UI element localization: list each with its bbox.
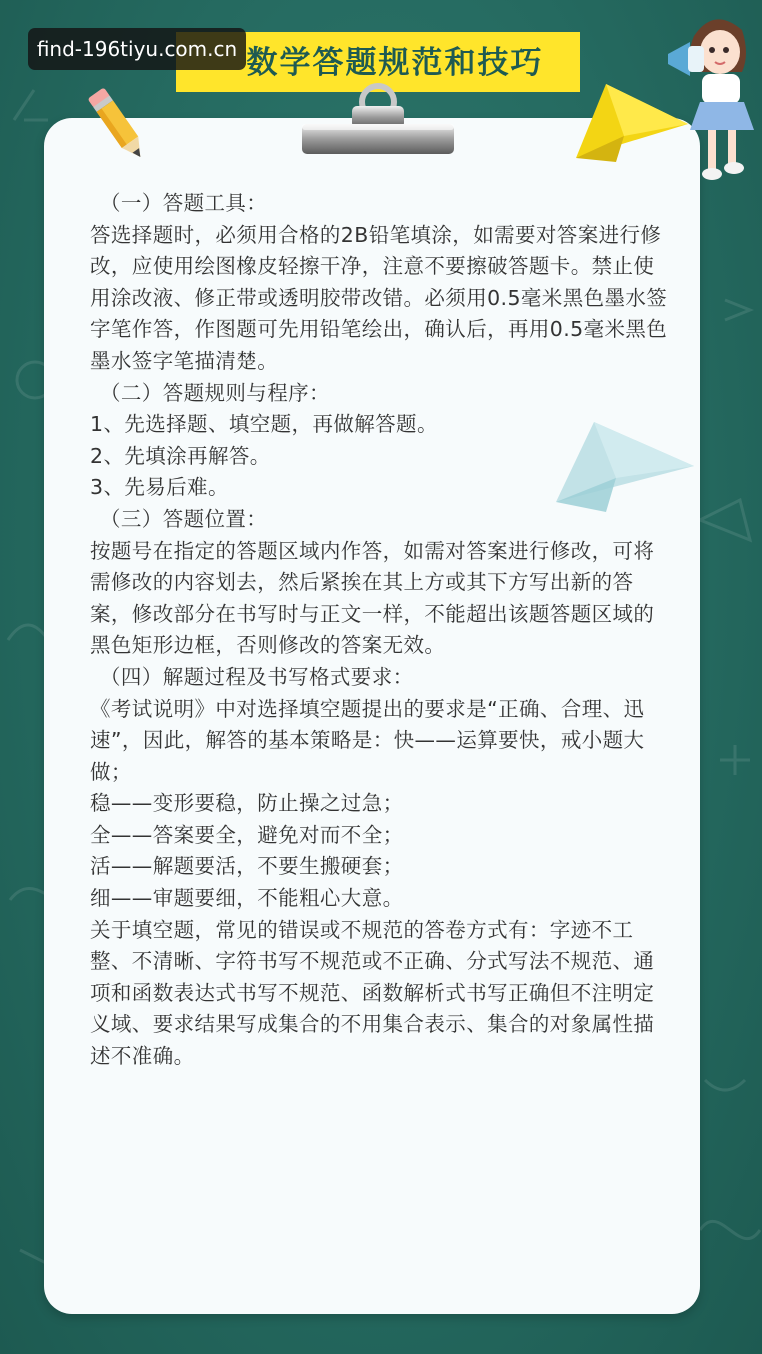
section-heading: （一）答题工具： xyxy=(100,191,268,215)
body-paragraph: 细——审题要细，不能粗心大意。 xyxy=(90,886,404,911)
watermark-badge: find-196tiyu.com.cn xyxy=(28,28,246,70)
pencil-icon xyxy=(88,80,148,170)
body-paragraph: 按题号在指定的答题区域内作答，如需对答案进行修改，可将需修改的内容划去，然后紧挨在其上方或其下方写出新的答案，修改部分在书写时与正文一样，不能超出该题答题区域的黑色矩形边框，否则修改的答案无效。 xyxy=(90,538,655,658)
guide-content xyxy=(90,188,672,1073)
body-paragraph: 稳——变形要稳，防止操之过急； xyxy=(90,791,404,816)
section-heading: （三）答题位置： xyxy=(100,506,268,531)
page-title: 数学答题规范和技巧 xyxy=(246,45,544,81)
body-paragraph: 答选择题时，必须用合格的2B铅笔填涂，如需要对答案进行修改，应使用绘图橡皮轻擦干净，注意不要擦破答题卡。禁止使用涂改液、修正带或透明胶带改错。必须用0.5毫米黑色墨水签字笔作答，作图题可先用铅笔绘出，确认后，再用0.5毫米黑色墨水签字笔描清楚。 xyxy=(90,222,668,373)
body-paragraph: 《考试说明》中对选择填空题提出的要求是“正确、合理、迅速”，因此，解答的基本策略是：快——运算要快，戒小题大做； xyxy=(90,696,645,784)
binder-clip-icon xyxy=(300,82,456,158)
body-paragraph: 活——解题要活，不要生搬硬套； xyxy=(90,854,404,879)
body-paragraph: 关于填空题，常见的错误或不规范的答卷方式有：字迹不工整、不清晰、字符书写不规范或不正确、分式写法不规范、通项和函数表达式书写不规范、函数解析式书写正确但不注明定义域、要求结果写成集合的不用集合表示、集合的对象属性描述不准确。 xyxy=(90,917,655,1069)
body-paragraph: 全——答案要全，避免对而不全； xyxy=(90,822,404,847)
body-paragraph: 1、先选择题、填空题，再做解答题。 xyxy=(90,412,438,437)
section-heading: （二）答题规则与程序： xyxy=(100,380,330,405)
body-paragraph: 3、先易后难。 xyxy=(90,475,229,500)
body-paragraph: 2、先填涂再解答。 xyxy=(90,443,271,468)
section-heading: （四）解题过程及书写格式要求： xyxy=(100,664,414,689)
girl-megaphone-icon xyxy=(668,6,760,192)
